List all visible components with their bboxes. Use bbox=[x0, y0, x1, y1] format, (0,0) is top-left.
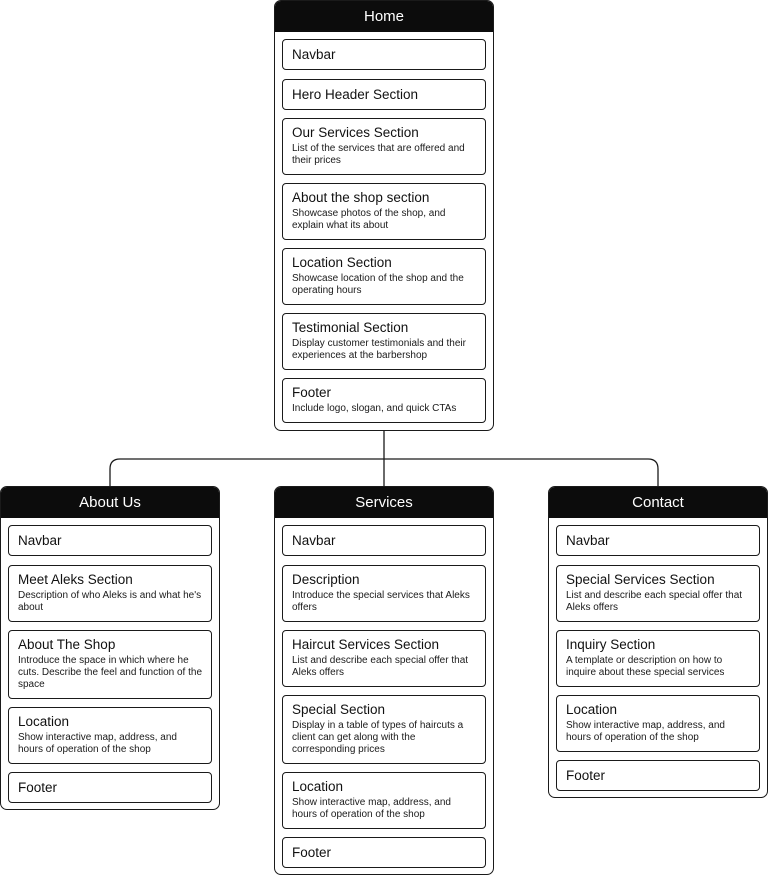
section-card-about-the-shop bbox=[282, 183, 486, 240]
section-title: Location bbox=[18, 714, 70, 729]
page-card-contact bbox=[548, 486, 768, 798]
page-card-services bbox=[274, 486, 494, 875]
section-description: Display customer testimonials and their experiences at the barbershop bbox=[292, 338, 466, 361]
section-title: Description bbox=[292, 572, 360, 587]
section-description: Showcase location of the shop and the operating hours bbox=[292, 273, 464, 296]
section-card-about-the-shop bbox=[8, 630, 212, 699]
section-description: Description of who Aleks is and what he's about bbox=[18, 590, 202, 613]
section-card-description bbox=[282, 565, 486, 622]
section-title: Our Services Section bbox=[292, 125, 419, 140]
section-title: Special Services Section bbox=[566, 572, 715, 587]
section-title: Navbar bbox=[292, 532, 336, 548]
section-title: Location bbox=[292, 779, 344, 794]
section-card-location bbox=[556, 695, 760, 752]
section-description: Show interactive map, address, and hours of operation of the shop bbox=[566, 720, 725, 743]
connector-branch-contact bbox=[384, 459, 658, 486]
section-title: Navbar bbox=[566, 532, 610, 548]
section-card-special bbox=[282, 695, 486, 764]
section-description: Show interactive map, address, and hours of operation of the shop bbox=[292, 797, 451, 820]
page-header-home: Home bbox=[275, 1, 493, 32]
section-title: Special Section bbox=[292, 702, 386, 717]
section-description: A template or description on how to inquire about these special services bbox=[566, 655, 725, 678]
section-card-navbar bbox=[282, 39, 486, 70]
section-title: Navbar bbox=[292, 46, 336, 62]
section-card-footer bbox=[8, 772, 212, 803]
section-card-special-services bbox=[556, 565, 760, 622]
section-title: Footer bbox=[292, 844, 332, 860]
section-description: Introduce the special services that Aleks offers bbox=[292, 590, 470, 613]
section-title: Hero Header Section bbox=[292, 86, 419, 102]
page-card-about-us bbox=[0, 486, 220, 810]
section-description: List of the services that are offered and their prices bbox=[292, 143, 465, 166]
section-description: Include logo, slogan, and quick CTAs bbox=[292, 403, 457, 414]
section-title: Inquiry Section bbox=[566, 637, 656, 652]
section-title: Navbar bbox=[18, 532, 62, 548]
page-card-home bbox=[274, 0, 494, 431]
section-description: Show interactive map, address, and hours of operation of the shop bbox=[18, 732, 177, 755]
section-card-our-services bbox=[282, 118, 486, 175]
section-card-inquiry bbox=[556, 630, 760, 687]
section-card-haircut-services bbox=[282, 630, 486, 687]
section-title: Testimonial Section bbox=[292, 320, 409, 335]
section-description: Introduce the space in which where he cuts. Describe the feel and function of the space bbox=[18, 655, 202, 690]
section-card-hero-header bbox=[282, 79, 486, 110]
section-card-navbar bbox=[556, 525, 760, 556]
section-title: Location Section bbox=[292, 255, 392, 270]
page-header-about-us: About Us bbox=[1, 487, 219, 518]
section-card-testimonial bbox=[282, 313, 486, 370]
section-title: About the shop section bbox=[292, 190, 430, 205]
section-title: Meet Aleks Section bbox=[18, 572, 133, 587]
page-header-contact: Contact bbox=[549, 487, 767, 518]
section-title: About The Shop bbox=[18, 637, 116, 652]
section-title: Footer bbox=[18, 779, 58, 795]
section-card-navbar bbox=[8, 525, 212, 556]
section-card-navbar bbox=[282, 525, 486, 556]
section-description: List and describe each special offer that Aleks offers bbox=[292, 655, 469, 678]
section-card-location bbox=[8, 707, 212, 764]
section-card-meet-aleks bbox=[8, 565, 212, 622]
section-description: List and describe each special offer that Aleks offers bbox=[566, 590, 743, 613]
section-card-location bbox=[282, 772, 486, 829]
section-card-location bbox=[282, 248, 486, 305]
section-description: Display in a table of types of haircuts a client can get along with the corresponding prices bbox=[292, 720, 464, 755]
section-card-footer bbox=[556, 760, 760, 791]
connector-branch-about bbox=[110, 459, 384, 486]
section-title: Haircut Services Section bbox=[292, 637, 440, 652]
section-card-footer bbox=[282, 837, 486, 868]
page-header-services: Services bbox=[275, 487, 493, 518]
section-title: Location bbox=[566, 702, 618, 717]
section-title: Footer bbox=[292, 385, 332, 400]
section-card-footer bbox=[282, 378, 486, 423]
section-title: Footer bbox=[566, 767, 606, 783]
section-description: Showcase photos of the shop, and explain what its about bbox=[292, 208, 446, 231]
